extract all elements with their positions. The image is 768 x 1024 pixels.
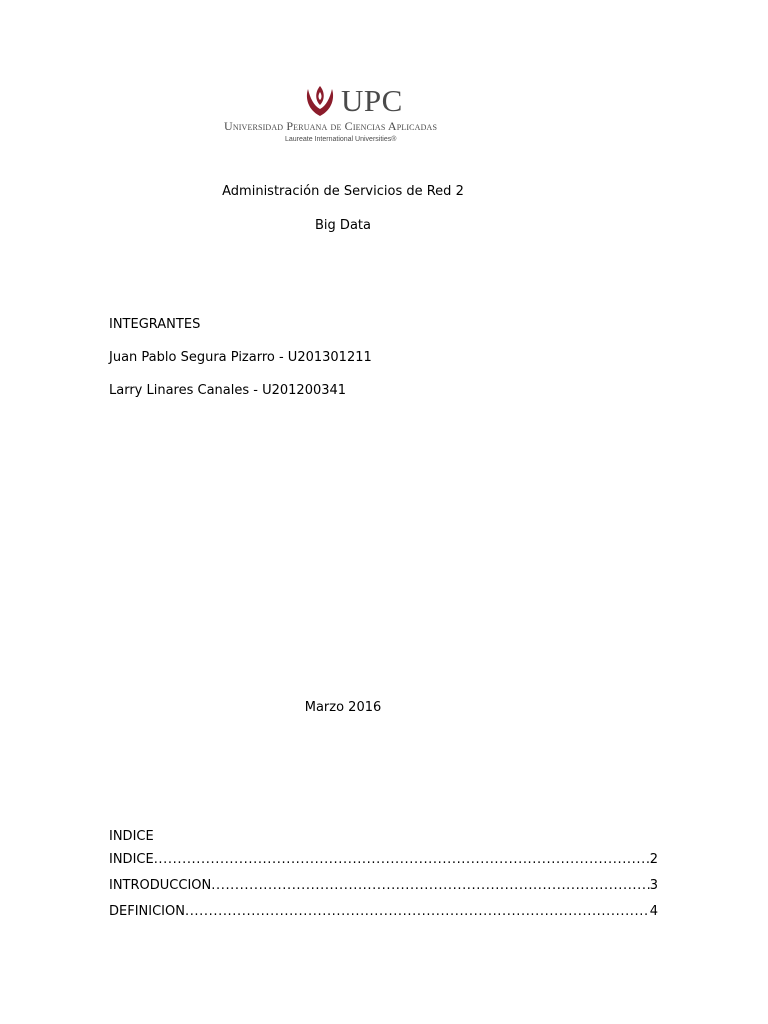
toc-leader-dots: [211, 878, 649, 894]
logo-network-name: Laureate International Universities®: [285, 136, 397, 143]
toc-entry-page: 3: [649, 878, 658, 893]
team-heading: INTEGRANTES: [109, 317, 201, 332]
team-member: Larry Linares Canales - U201200341: [109, 383, 347, 398]
index-heading: INDICE: [109, 829, 154, 844]
team-member: Juan Pablo Segura Pizarro - U201301211: [109, 350, 372, 365]
logo-university-name: Universidad Peruana de Ciencias Aplicadas: [224, 119, 438, 133]
university-logo: [222, 84, 490, 146]
toc-entry-label: DEFINICION: [109, 904, 185, 919]
logo-acronym: UPC: [341, 83, 403, 118]
toc-leader-dots: [154, 852, 650, 868]
toc-entry[interactable]: [109, 878, 658, 894]
toc-entry-page: 4: [649, 904, 658, 919]
subject-title: Big Data: [315, 218, 371, 233]
upc-emblem-icon: [304, 84, 336, 118]
toc-entry-label: INDICE: [109, 852, 154, 867]
course-title: Administración de Servicios de Red 2: [222, 184, 464, 199]
toc-entry-page: 2: [649, 852, 658, 867]
toc-leader-dots: [185, 904, 650, 920]
document-date: Marzo 2016: [304, 700, 382, 715]
toc-entry[interactable]: [109, 904, 658, 920]
toc-entry-label: INTRODUCCION: [109, 878, 212, 893]
toc-entry[interactable]: [109, 852, 658, 868]
